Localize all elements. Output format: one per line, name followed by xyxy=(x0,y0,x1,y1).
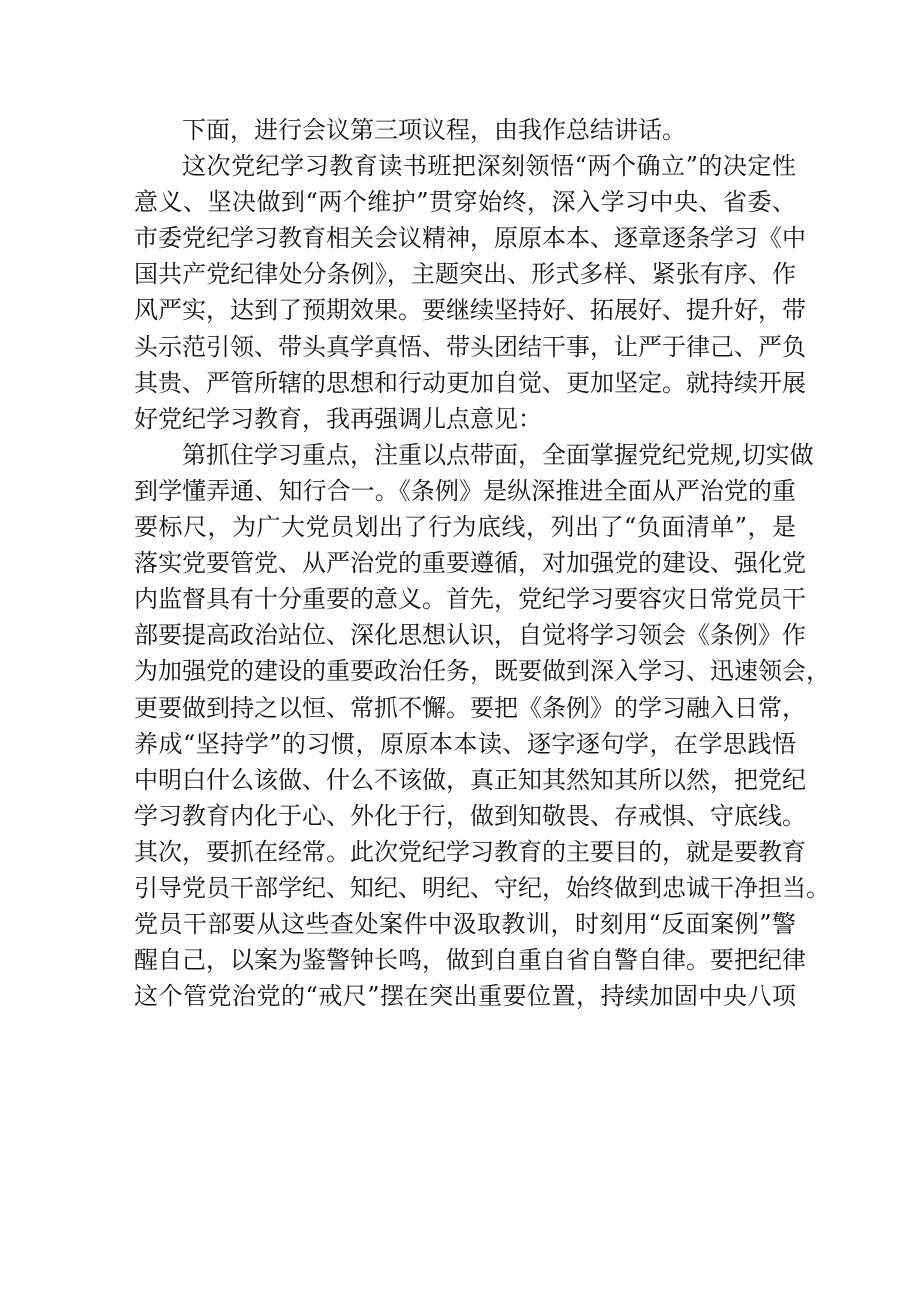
paragraph-3-line-15: 醒自己，以案为鉴警钟长鸣，做到自重自省自警自律。要把纪律 xyxy=(134,946,806,975)
paragraph-2-line-5: 风严实，达到了预期效果。要继续坚持好、拓展好、提升好，带 xyxy=(134,296,806,325)
paragraph-2-line-8: 好党纪学习教育，我再强调儿点意见： xyxy=(134,404,542,433)
paragraph-2-line-3: 市委党纪学习教育相关会议精神，原原本本、逐章逐条学习《中 xyxy=(134,224,806,253)
paragraph-3-line-9: 养成“坚持学”的习惯，原原本本读、逐字逐句学，在学思践悟 xyxy=(134,729,796,758)
document-body xyxy=(134,112,830,1014)
paragraph-2-line-7: 其贵、严管所辖的思想和行动更加自觉、更加坚定。就持续开展 xyxy=(134,368,806,397)
paragraph-1-line-1: 下面，进行会议第三项议程，由我作总结讲话。 xyxy=(182,116,686,144)
paragraph-3-line-11: 学习教育内化于心、外化于行，做到知敬畏、存戒惧、守底线。 xyxy=(134,801,806,830)
paragraph-3-line-14: 党员干部要从这些查处案件中汲取教训，时刻用“反面案例”警 xyxy=(134,910,796,939)
paragraph-3-line-8: 更要做到持之以恒、常抓不懈。要把《条例》的学习融入日常， xyxy=(134,693,806,722)
paragraph-3-line-13: 引导党员干部学纪、知纪、明纪、守纪，始终做到忠诚干净担当。 xyxy=(134,873,830,902)
paragraph-3-line-16: 这个管党治党的“戒尺”摆在突出重要位置，持续加固中央八项 xyxy=(134,982,796,1011)
paragraph-2-line-2: 意义、坚决做到“两个维护”贯穿始终，深入学习中央、省委、 xyxy=(134,188,796,217)
paragraph-3-line-12: 其次，要抓在经常。此次党纪学习教育的主要目的，就是要教育 xyxy=(134,837,806,866)
paragraph-3-line-1: 第抓住学习重点，注重以点带面，全面掌握党纪党规,切实做 xyxy=(182,440,814,469)
paragraph-3-line-10: 中明白什么该做、什么不该做，真正知其然知其所以然，把党纪 xyxy=(134,765,806,794)
paragraph-3-line-4: 落实党要管党、从严治党的重要遵循，对加强党的建设、强化党 xyxy=(134,549,806,578)
paragraph-3-line-5: 内监督具有十分重要的意义。首先，党纪学习要容灾日常党员干 xyxy=(134,585,806,614)
paragraph-2-line-4: 国共产党纪律处分条例》，主题突出、形式多样、紧张有序、作 xyxy=(134,260,796,289)
paragraph-3-line-6: 部要提高政治站位、深化思想认识，自觉将学习领会《条例》作 xyxy=(134,621,806,650)
paragraph-3-line-7: 为加强党的建设的重要政治任务，既要做到深入学习、迅速领会， xyxy=(134,657,830,686)
paragraph-2-line-1: 这次党纪学习教育读书班把深刻领悟“两个确立”的决定性 xyxy=(182,152,796,181)
paragraph-3-line-3: 要标尺，为广大党员划出了行为底线，列出了“负面清单”，是 xyxy=(134,513,796,542)
paragraph-3-line-2: 到学懂弄通、知行合一。《条例》是纵深推进全面从严治党的重 xyxy=(134,476,796,505)
paragraph-2-line-6: 头示范引领、带头真学真悟、带头团结干事，让严于律己、严负 xyxy=(134,332,806,361)
